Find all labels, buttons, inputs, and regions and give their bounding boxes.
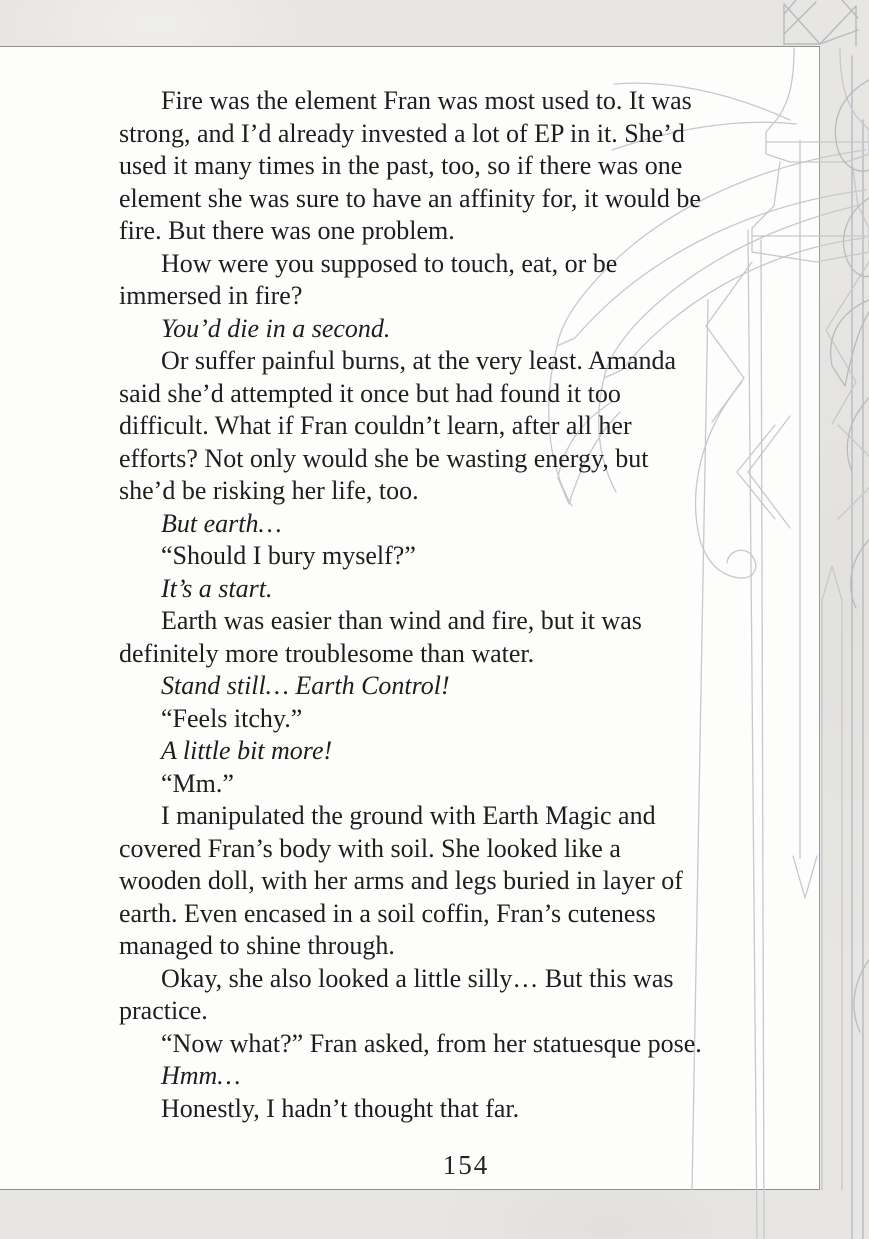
paragraph [119, 1093, 779, 1126]
text-line: “Now what?” Fran asked, from her statuesque pose. [161, 1028, 702, 1058]
text-line: Stand still… Earth Control! [161, 671, 450, 700]
paragraph [119, 508, 779, 541]
paragraph [119, 768, 779, 801]
text-line: managed to shine through. [119, 931, 395, 960]
text-line: But earth… [161, 508, 282, 538]
text-line: “Mm.” [161, 768, 234, 798]
text-line: You’d die in a second. [161, 313, 391, 343]
text-line: used it many times in the past, too, so if there was one [119, 151, 683, 180]
paragraph [119, 800, 779, 963]
text-line: Earth was easier than wind and fire, but it was [161, 606, 642, 635]
text-line: “Feels itchy.” [161, 703, 303, 733]
text-line: Hmm… [161, 1061, 241, 1090]
paragraph [119, 1028, 779, 1061]
paragraph [119, 540, 779, 573]
text-line: she’d be risking her life, too. [119, 476, 419, 505]
paragraph [119, 703, 779, 736]
text-line: “Should I bury myself?” [161, 541, 416, 570]
text-line: immersed in fire? [119, 281, 303, 310]
text-line: definitely more troublesome than water. [119, 638, 535, 668]
text-line: How were you supposed to touch, eat, or be [161, 248, 618, 278]
text-line: fire. But there was one problem. [119, 216, 455, 245]
text-line: Fire was the element Fran was most used to. It was [161, 86, 692, 115]
text-line: It’s a start. [161, 573, 273, 603]
text-line: wooden doll, with her arms and legs buried in layer of [119, 866, 683, 895]
paragraph [119, 248, 779, 313]
paragraph [119, 573, 779, 606]
paragraph [119, 605, 779, 670]
text-line: Okay, she also looked a little silly… But this was [161, 963, 674, 993]
text-line: Or suffer painful burns, at the very least. Amanda [161, 346, 677, 375]
paragraph [119, 963, 779, 1028]
text-line: element she was sure to have an affinity for, it would be [119, 183, 701, 213]
text-line: strong, and I’d already invested a lot of EP in it. She’d [119, 118, 685, 148]
paragraph [119, 313, 779, 346]
text-line: A little bit more! [161, 736, 333, 765]
text-line: covered Fran’s body with soil. She looked like a [119, 833, 621, 863]
paragraph [119, 1060, 779, 1093]
text-line: I manipulated the ground with Earth Magic and [161, 801, 656, 830]
text-line: practice. [119, 996, 208, 1025]
text-line: difficult. What if Fran couldn’t learn, after all her [119, 411, 632, 440]
paragraph [119, 670, 779, 703]
page-number: 154 [442, 1150, 490, 1180]
text-line: efforts? Not only would she be wasting energy, but [119, 443, 649, 473]
text-line: said she’d attempted it once but had found it too [119, 378, 621, 408]
text-block [119, 85, 779, 1125]
paragraph [119, 345, 779, 508]
paragraph [119, 85, 779, 248]
text-line: Honestly, I hadn’t thought that far. [161, 1093, 520, 1123]
text-line: earth. Even encased in a soil coffin, Fran’s cuteness [119, 898, 656, 928]
paragraph [119, 735, 779, 768]
